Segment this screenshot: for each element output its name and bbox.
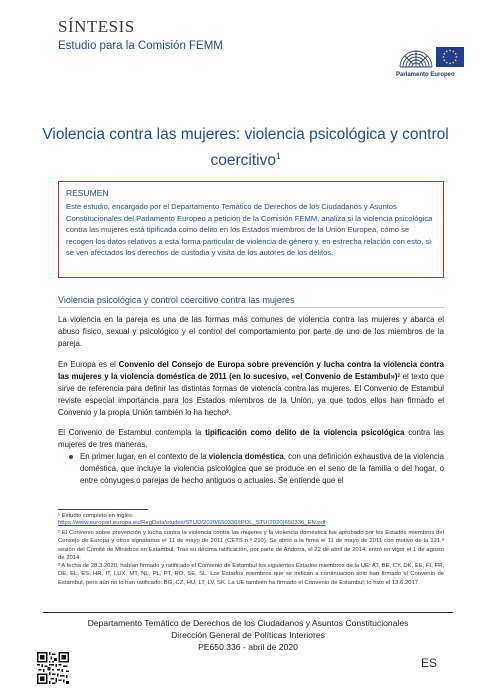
document-series: SÍNTESIS — [58, 17, 135, 36]
bullet-rest: , con una definición exhaustiva de la violencia doméstica, que incluye la violencia psicológica que se produce en el seno de la familia o del hogar, o entre cónyuges o parejas de hecho antiguos o actuales. Se entiende que el — [80, 452, 444, 485]
paragraph-istanbul-convention — [58, 359, 444, 419]
bullet-marker — [69, 455, 73, 459]
document-subtitle: Estudio para la Comisión FEMM — [58, 40, 223, 52]
paragraph-intro: La violencia en la pareja es una de las formas más comunes de violencia contra las mujeres y abarca el abuso físico, sexual y psicológico y el control del comportamiento por parte de uno de los miembros de la pareja. — [58, 315, 444, 348]
footer-divider — [43, 612, 453, 613]
p3-emphasis: tipificación como delito de la violencia psicológica — [205, 428, 405, 437]
footer-directorate: Dirección General de Políticas Interiores — [171, 630, 325, 640]
summary-text: Este estudio, encargado por el Departamento Temático de Derechos de los Ciudadanos y Asuntos Constitucionales del Parlamento Europeo a petición de la Comisión FEMM, analiza si la violencia psicológica contra las mujeres está tipificada como delito en los Estados miembros de la Unión Europea, cómo se recogen los datos relativos a esta forma particular de violencia de género y, en estrecha relación con esto, si se ven afectados los derechos de custodia y visita de los autores de los delitos. — [66, 202, 433, 257]
paragraph-criminalisation — [58, 427, 444, 451]
bullet-lead: En primer lugar, en el contexto de la — [80, 452, 209, 461]
footer-department: Departamento Temático de Derechos de los Ciudadanos y Asuntos Constitucionales — [87, 618, 409, 628]
title-text: Violencia contra las mujeres: violencia psicológica y control coercitivo — [42, 126, 449, 170]
list-item — [80, 451, 444, 487]
footnote-1-link[interactable]: https://www.europarl.europa.eu/RegData/etudes/STUD/2020/650336/IPOL_STU(2020)650336_EN.pdf — [58, 520, 326, 526]
footnote-divider — [58, 509, 148, 510]
section-divider — [58, 307, 444, 308]
logo-caption: Parlamento Europeo — [396, 72, 455, 78]
summary-label: RESUMEN — [66, 188, 109, 198]
footnote-1: ¹ Estudio completo en inglés: — [58, 513, 134, 519]
p3-rest: contra las mujeres de tres maneras. — [58, 428, 444, 449]
p2-convention-name: Convenio del Consejo de Europa sobre prevención y lucha contra la violencia contra las mujeres y la violencia doméstica de 2011 (en lo sucesivo, «el Convenio de Estambul») — [58, 360, 444, 381]
document-title — [40, 124, 451, 172]
footnote-2: ² El Convenio sobre prevención y lucha contra la violencia contra las mujeres y la violencia doméstica fue aprobado por los Estados miembros del Consejo de Europa y otros signatarios el 11 de mayo de 2011 (CETS n.º 210). Se abrió a la firma el 11 de mayo de 2011 con motivo de la 121.ª sesión del Comité de Ministros en Estambul. Tras su décima ratificación, por parte de Andorra, el 22 de abril de 2014, entró en vigor el 1 de agosto de 2014. — [58, 530, 444, 561]
title-footnote-mark: 1 — [276, 152, 281, 161]
footer-reference: PE650.336 - abril de 2020 — [198, 642, 298, 652]
p2-lead: En Europa es el — [58, 360, 119, 369]
p2-rest: ² el texto que sirve de referencia para definir las distintas formas de violencia contra las mujeres. El Convenio de Estambul reviste especial importancia para los Estados miembros de la Unión, ya que todos ellos han firmado el Convenio y la propia Unión también lo ha hecho³. — [58, 372, 444, 417]
footnote-3: ³ A fecha de 28.3.2020, habían firmado y ratificado el Convenio de Estambul los siguientes Estados miembros de la UE: AT, BE, CY, DK, EE, FI, FR, DE, EL, ES, HR, IT, LUX, MT, NL, PL, PT, RO, SE, SL. Los Estados miembros que se indican a continuación solo han firmado el Convenio de Estambul, pero aún no lo han ratificado: BG, CZ, HU, LT, LV, SK. La UE también ha firmado el Convenio de Estambul; lo hizo el 13.6.2017. — [58, 563, 444, 586]
bullet-emphasis: violencia doméstica — [208, 452, 284, 461]
summary-box — [58, 181, 444, 278]
language-code: ES — [421, 656, 438, 670]
p3-lead: El Convenio de Estambul contempla la — [58, 428, 206, 437]
qr-code-icon — [37, 652, 69, 684]
section-heading: Violencia psicológica y control coercitivo contra las mujeres — [58, 295, 295, 305]
